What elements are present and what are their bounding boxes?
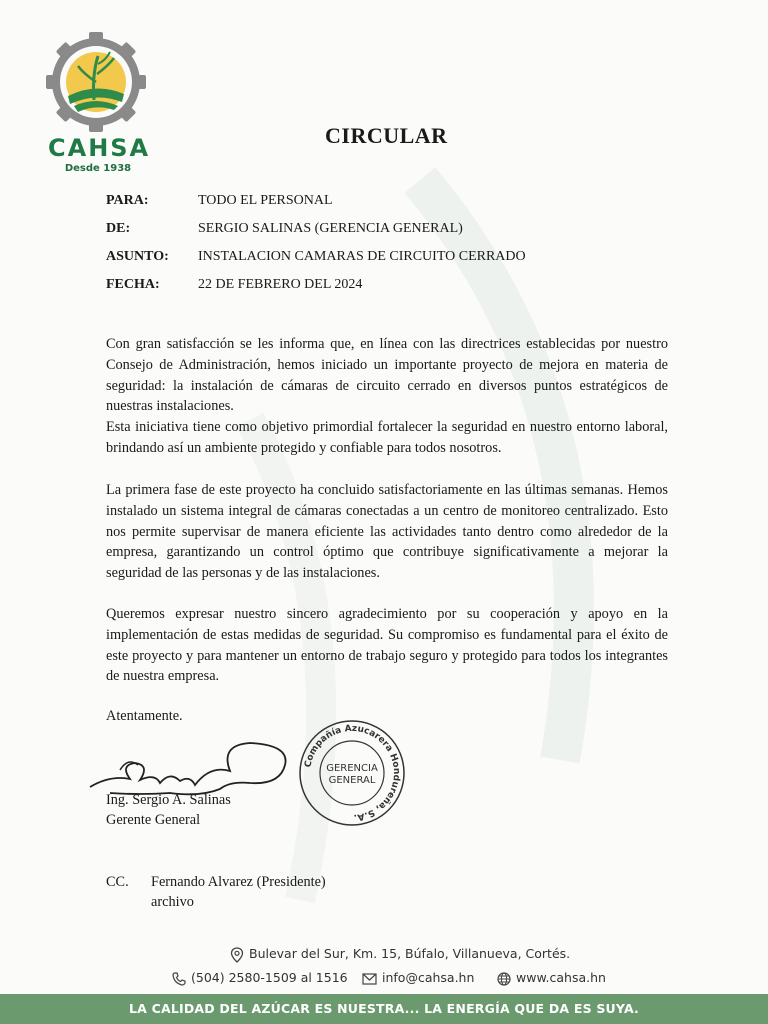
header-value: TODO EL PERSONAL [198, 193, 333, 208]
phone-icon [172, 972, 186, 986]
cc-recipient: archivo [151, 894, 194, 910]
svg-text:GENERAL: GENERAL [328, 775, 376, 786]
paragraph-text: La primera fase de este proyecto ha concluido satisfactoriamente en las últimas semanas. Hemos instalado un sistema integral de cámaras conectadas a un centro de monitoreo centralizado. Esto nos permite supervisar de manera eficiente las actividades tanto dentro como alrededor de la empresa, garantizando un control óptimo que contribuye significativamente a mejorar la seguridad de las personas y de las instalaciones. [106, 482, 668, 582]
svg-text:GERENCIA: GERENCIA [326, 763, 378, 774]
body-paragraph-1 [106, 334, 668, 459]
header-label: PARA: [106, 193, 149, 208]
paragraph-text: Con gran satisfacción se les informa que, en línea con las directrices establecidas por nuestro Consejo de Administración, hemos iniciado un importante proyecto de mejora en materia de seguridad: la instalación de cámaras de circuito cerrado en diversos puntos estratégicos de nuestras instalaciones. [106, 336, 668, 415]
document-title: CIRCULAR [325, 123, 448, 148]
company-logo [44, 30, 151, 180]
footer-phone [172, 970, 348, 986]
footer-address [230, 946, 570, 963]
svg-text:Compañía Azucarera Hondureña,: Compañía Azucarera Hondureña, S.A. [303, 723, 402, 822]
envelope-icon [362, 973, 377, 985]
sugarcane-gear-logo-icon [44, 30, 148, 134]
body-paragraph-3 [106, 604, 668, 687]
brand-since: Desde 1938 [64, 163, 132, 174]
location-pin-icon [230, 947, 244, 963]
paragraph-text: Esta iniciativa tiene como objetivo primordial fortalecer la seguridad en nuestro entorno laboral, brindando así un ambiente protegido y confiable para todos nosotros. [106, 419, 668, 456]
brand-name: CAHSA [48, 134, 151, 162]
signer-role: Gerente General [106, 812, 201, 828]
header-label: FECHA: [106, 277, 160, 292]
body-paragraph-2 [106, 480, 668, 584]
email-text[interactable]: info@cahsa.hn [382, 970, 475, 985]
footer-email[interactable] [362, 970, 474, 985]
address-text: Bulevar del Sur, Km. 15, Búfalo, Villanueva, Cortés. [249, 946, 571, 961]
header-value: SERGIO SALINAS (GERENCIA GENERAL) [198, 221, 463, 236]
closing: Atentamente. [106, 708, 183, 724]
company-seal [297, 718, 407, 828]
cc-recipient: Fernando Alvarez (Presidente) [151, 874, 326, 890]
footer-slogan-band [0, 994, 768, 1024]
cc-label: CC. [106, 874, 129, 890]
paragraph-text: Queremos expresar nuestro sincero agradecimiento por su cooperación y apoyo en la implementación de estas medidas de seguridad. Su compromiso es fundamental para el éxito de este proyecto y para mantener un entorno de trabajo seguro y protegido para todos los integrantes de nuestra empresa. [106, 606, 668, 685]
web-text[interactable]: www.cahsa.hn [516, 970, 606, 985]
signer-name: Ing. Sergio A. Salinas [106, 792, 231, 808]
header-value: 22 DE FEBRERO DEL 2024 [198, 277, 363, 292]
phone-text: (504) 2580-1509 al 1516 [191, 970, 348, 985]
footer-web[interactable] [497, 970, 606, 986]
footer-slogan: LA CALIDAD DEL AZÚCAR ES NUESTRA... LA ENERGÍA QUE DA ES SUYA. [129, 1001, 639, 1016]
header-label: DE: [106, 221, 131, 236]
seal-graphic [297, 718, 407, 828]
globe-icon [497, 972, 511, 986]
header-value: INSTALACION CAMARAS DE CIRCUITO CERRADO [198, 249, 526, 264]
header-label: ASUNTO: [106, 249, 169, 264]
